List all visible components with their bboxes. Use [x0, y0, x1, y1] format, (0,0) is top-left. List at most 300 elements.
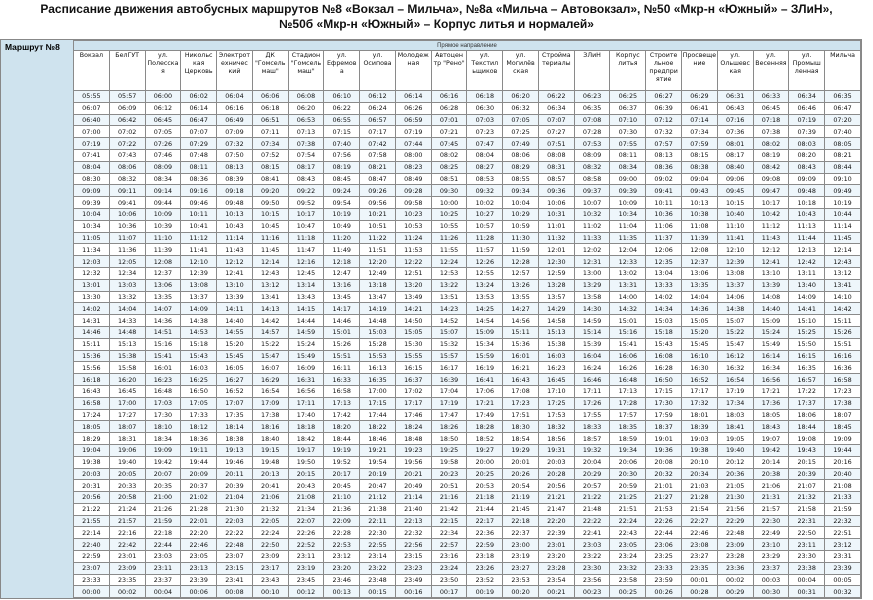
- time-cell: 00:30: [753, 586, 789, 598]
- time-cell: 12:47: [324, 267, 360, 279]
- time-cell: 15:55: [395, 350, 431, 362]
- time-cell: 06:53: [288, 114, 324, 126]
- time-cell: 16:18: [74, 374, 110, 386]
- time-cell: 22:30: [753, 515, 789, 527]
- time-cell: 20:56: [538, 480, 574, 492]
- time-cell: 16:58: [825, 374, 861, 386]
- time-cell: 06:47: [825, 102, 861, 114]
- time-cell: 19:13: [217, 444, 253, 456]
- time-cell: 07:27: [538, 126, 574, 138]
- time-cell: 17:26: [574, 397, 610, 409]
- time-cell: 16:56: [753, 374, 789, 386]
- time-cell: 14:23: [431, 303, 467, 315]
- table-row: [74, 456, 861, 468]
- time-cell: 12:30: [538, 256, 574, 268]
- time-cell: 21:04: [217, 492, 253, 504]
- time-cell: 18:36: [181, 433, 217, 445]
- time-cell: 09:34: [503, 185, 539, 197]
- time-cell: 16:04: [574, 350, 610, 362]
- time-cell: 12:12: [753, 244, 789, 256]
- time-cell: 17:23: [825, 385, 861, 397]
- time-cell: 11:08: [682, 220, 718, 232]
- time-cell: 12:20: [360, 256, 396, 268]
- time-cell: 18:05: [753, 409, 789, 421]
- time-cell: 21:19: [503, 492, 539, 504]
- time-cell: 22:41: [574, 527, 610, 539]
- time-cell: 18:37: [646, 421, 682, 433]
- time-cell: 08:53: [467, 173, 503, 185]
- time-cell: 12:14: [252, 256, 288, 268]
- time-cell: 23:23: [395, 562, 431, 574]
- time-cell: 23:12: [825, 539, 861, 551]
- time-cell: 08:09: [145, 161, 181, 173]
- time-cell: 22:11: [360, 515, 396, 527]
- time-cell: 19:52: [324, 456, 360, 468]
- table-row: [74, 515, 861, 527]
- time-cell: 08:20: [789, 149, 825, 161]
- time-cell: 20:00: [467, 456, 503, 468]
- time-cell: 23:25: [646, 551, 682, 563]
- time-cell: 15:51: [825, 338, 861, 350]
- time-cell: 06:24: [360, 102, 396, 114]
- time-cell: 19:50: [288, 456, 324, 468]
- time-cell: 20:13: [252, 468, 288, 480]
- time-cell: 20:41: [252, 480, 288, 492]
- time-cell: 09:16: [181, 185, 217, 197]
- time-cell: 18:59: [610, 433, 646, 445]
- time-cell: 15:38: [109, 350, 145, 362]
- table-row: [74, 138, 861, 150]
- time-cell: 17:11: [574, 385, 610, 397]
- time-cell: 00:06: [181, 586, 217, 598]
- time-cell: 10:23: [395, 208, 431, 220]
- time-cell: 07:38: [288, 138, 324, 150]
- time-cell: 19:27: [467, 444, 503, 456]
- time-cell: 17:57: [610, 409, 646, 421]
- time-cell: 14:02: [74, 303, 110, 315]
- time-cell: 18:16: [252, 421, 288, 433]
- time-cell: 17:40: [288, 409, 324, 421]
- time-cell: 23:13: [181, 562, 217, 574]
- time-cell: 18:07: [825, 409, 861, 421]
- time-cell: 06:35: [825, 91, 861, 103]
- time-cell: 13:30: [74, 291, 110, 303]
- time-cell: 06:45: [145, 114, 181, 126]
- time-cell: 22:40: [74, 539, 110, 551]
- time-cell: 20:11: [217, 468, 253, 480]
- time-cell: 23:01: [109, 551, 145, 563]
- time-cell: 13:16: [324, 279, 360, 291]
- time-cell: 12:22: [395, 256, 431, 268]
- time-cell: 20:23: [431, 468, 467, 480]
- time-cell: 23:32: [610, 562, 646, 574]
- time-cell: 16:52: [217, 385, 253, 397]
- table-row: [74, 232, 861, 244]
- time-cell: 08:19: [324, 161, 360, 173]
- time-cell: 06:45: [753, 102, 789, 114]
- time-cell: 10:15: [717, 197, 753, 209]
- time-cell: 06:30: [467, 102, 503, 114]
- time-cell: 16:31: [288, 374, 324, 386]
- time-cell: 23:15: [217, 562, 253, 574]
- time-cell: 16:10: [682, 350, 718, 362]
- time-cell: 19:40: [717, 444, 753, 456]
- time-cell: 08:49: [395, 173, 431, 185]
- table-row: [74, 397, 861, 409]
- time-cell: 11:32: [538, 232, 574, 244]
- time-cell: 22:32: [825, 515, 861, 527]
- time-cell: 07:20: [825, 114, 861, 126]
- time-cell: 17:51: [503, 409, 539, 421]
- time-cell: 09:22: [288, 185, 324, 197]
- time-cell: 17:47: [431, 409, 467, 421]
- time-cell: 22:50: [252, 539, 288, 551]
- time-cell: 15:45: [217, 350, 253, 362]
- time-cell: 23:50: [431, 574, 467, 586]
- stop-header: Электрот ехничес кий: [217, 51, 253, 91]
- time-cell: 13:47: [360, 291, 396, 303]
- time-cell: 10:19: [825, 197, 861, 209]
- stop-header: ул. Весенняя: [753, 51, 789, 91]
- time-cell: 08:43: [789, 161, 825, 173]
- time-cell: 11:13: [789, 220, 825, 232]
- time-cell: 15:11: [825, 315, 861, 327]
- time-cell: 14:32: [610, 303, 646, 315]
- time-cell: 15:11: [74, 338, 110, 350]
- time-cell: 16:24: [574, 362, 610, 374]
- time-cell: 15:41: [145, 350, 181, 362]
- time-cell: 06:27: [646, 91, 682, 103]
- time-cell: 22:20: [538, 515, 574, 527]
- time-cell: 12:28: [503, 256, 539, 268]
- time-cell: 09:09: [789, 173, 825, 185]
- time-cell: 06:31: [717, 91, 753, 103]
- time-cell: 22:15: [431, 515, 467, 527]
- time-cell: 19:46: [217, 456, 253, 468]
- time-cell: 07:03: [467, 114, 503, 126]
- time-cell: 17:05: [181, 397, 217, 409]
- time-cell: 10:25: [431, 208, 467, 220]
- time-cell: 22:18: [503, 515, 539, 527]
- time-cell: 22:44: [145, 539, 181, 551]
- time-cell: 22:24: [610, 515, 646, 527]
- time-cell: 20:36: [717, 468, 753, 480]
- time-cell: 14:27: [503, 303, 539, 315]
- time-cell: 10:39: [145, 220, 181, 232]
- time-cell: 07:32: [217, 138, 253, 150]
- time-cell: 20:15: [288, 468, 324, 480]
- time-cell: 15:22: [252, 338, 288, 350]
- time-cell: 16:46: [574, 374, 610, 386]
- time-cell: 15:05: [682, 315, 718, 327]
- time-cell: 23:49: [395, 574, 431, 586]
- time-cell: 06:57: [360, 114, 396, 126]
- time-cell: 21:26: [145, 503, 181, 515]
- time-cell: 16:54: [252, 385, 288, 397]
- time-cell: 06:33: [753, 91, 789, 103]
- time-cell: 12:55: [467, 267, 503, 279]
- time-cell: 15:41: [610, 338, 646, 350]
- time-cell: 07:22: [109, 138, 145, 150]
- time-cell: 18:24: [395, 421, 431, 433]
- time-cell: 23:54: [538, 574, 574, 586]
- time-cell: 06:51: [252, 114, 288, 126]
- time-cell: 21:28: [181, 503, 217, 515]
- time-cell: 21:40: [395, 503, 431, 515]
- time-cell: 17:09: [252, 397, 288, 409]
- time-cell: 21:47: [538, 503, 574, 515]
- time-cell: 07:55: [610, 138, 646, 150]
- time-cell: 13:01: [74, 279, 110, 291]
- time-cell: 16:03: [538, 350, 574, 362]
- time-cell: 07:34: [252, 138, 288, 150]
- time-cell: 06:16: [431, 91, 467, 103]
- time-cell: 07:58: [360, 149, 396, 161]
- time-cell: 22:17: [467, 515, 503, 527]
- time-cell: 16:11: [324, 362, 360, 374]
- time-cell: 07:11: [252, 126, 288, 138]
- time-cell: 13:22: [431, 279, 467, 291]
- stop-header: БелГУТ: [109, 51, 145, 91]
- time-cell: 12:26: [467, 256, 503, 268]
- time-cell: 14:11: [217, 303, 253, 315]
- time-cell: 13:08: [181, 279, 217, 291]
- time-cell: 08:13: [646, 149, 682, 161]
- time-cell: 09:37: [574, 185, 610, 197]
- time-cell: 23:03: [145, 551, 181, 563]
- time-cell: 20:15: [789, 456, 825, 468]
- time-cell: 16:25: [181, 374, 217, 386]
- time-cell: 16:52: [682, 374, 718, 386]
- table-row: [74, 574, 861, 586]
- time-cell: 11:30: [503, 232, 539, 244]
- time-cell: 20:49: [395, 480, 431, 492]
- time-cell: 15:59: [467, 350, 503, 362]
- time-cell: 20:59: [610, 480, 646, 492]
- time-cell: 18:10: [145, 421, 181, 433]
- time-cell: 20:35: [145, 480, 181, 492]
- time-cell: 16:26: [610, 362, 646, 374]
- time-cell: 09:41: [109, 197, 145, 209]
- time-cell: 20:01: [503, 456, 539, 468]
- time-cell: 08:08: [538, 149, 574, 161]
- time-cell: 22:34: [431, 527, 467, 539]
- time-cell: 23:24: [431, 562, 467, 574]
- time-cell: 19:42: [145, 456, 181, 468]
- time-cell: 14:48: [109, 326, 145, 338]
- time-cell: 17:44: [360, 409, 396, 421]
- time-cell: 14:44: [288, 315, 324, 327]
- time-cell: 16:43: [503, 374, 539, 386]
- time-cell: 07:15: [324, 126, 360, 138]
- time-cell: 12:37: [145, 267, 181, 279]
- time-cell: 16:34: [753, 362, 789, 374]
- time-cell: 07:49: [503, 138, 539, 150]
- time-cell: 15:20: [682, 326, 718, 338]
- time-cell: 15:47: [252, 350, 288, 362]
- time-cell: 07:46: [145, 149, 181, 161]
- time-cell: 08:29: [503, 161, 539, 173]
- time-cell: 20:26: [503, 468, 539, 480]
- time-cell: 21:10: [324, 492, 360, 504]
- time-cell: 22:46: [181, 539, 217, 551]
- time-cell: 19:09: [145, 444, 181, 456]
- time-cell: 07:21: [431, 126, 467, 138]
- time-cell: 18:50: [431, 433, 467, 445]
- time-cell: 11:05: [74, 232, 110, 244]
- time-cell: 18:43: [753, 421, 789, 433]
- time-cell: 08:15: [252, 161, 288, 173]
- page-title-line-1: Расписание движения автобусных маршрутов №8 «Вокзал – Мильча», №8а «Мильча – Автовокзал», №50 «Мкр-н «Южный» – ЗЛиН»,: [40, 2, 833, 16]
- time-cell: 23:07: [217, 551, 253, 563]
- stops-header-row: [74, 51, 861, 91]
- time-cell: 00:17: [431, 586, 467, 598]
- time-cell: 08:43: [288, 173, 324, 185]
- time-cell: 16:03: [181, 362, 217, 374]
- time-cell: 18:26: [431, 421, 467, 433]
- time-cell: 13:10: [753, 267, 789, 279]
- time-cell: 17:11: [288, 397, 324, 409]
- time-cell: 21:30: [717, 492, 753, 504]
- time-cell: 23:01: [538, 539, 574, 551]
- time-cell: 20:09: [181, 468, 217, 480]
- time-cell: 22:30: [360, 527, 396, 539]
- time-cell: 16:32: [717, 362, 753, 374]
- time-cell: 06:22: [324, 102, 360, 114]
- time-cell: 07:41: [74, 149, 110, 161]
- time-cell: 16:58: [324, 385, 360, 397]
- time-cell: 00:02: [109, 586, 145, 598]
- time-cell: 16:30: [682, 362, 718, 374]
- time-cell: 21:34: [288, 503, 324, 515]
- time-cell: 07:17: [360, 126, 396, 138]
- time-cell: 10:00: [431, 197, 467, 209]
- time-cell: 11:26: [431, 232, 467, 244]
- stop-header: Молодеж ная: [395, 51, 431, 91]
- direction-label: Прямое направление: [74, 41, 861, 51]
- time-cell: 16:23: [145, 374, 181, 386]
- time-cell: 10:07: [574, 197, 610, 209]
- time-cell: 23:35: [109, 574, 145, 586]
- time-cell: 21:02: [181, 492, 217, 504]
- time-cell: 11:43: [217, 244, 253, 256]
- time-cell: 15:13: [538, 326, 574, 338]
- time-cell: 09:04: [682, 173, 718, 185]
- time-cell: 11:22: [360, 232, 396, 244]
- time-cell: 10:04: [503, 197, 539, 209]
- time-cell: 09:18: [217, 185, 253, 197]
- time-cell: 08:57: [538, 173, 574, 185]
- time-cell: 19:34: [610, 444, 646, 456]
- table-row: [74, 362, 861, 374]
- time-cell: 10:32: [574, 208, 610, 220]
- time-cell: 16:33: [324, 374, 360, 386]
- time-cell: 17:13: [324, 397, 360, 409]
- table-row: [74, 279, 861, 291]
- time-cell: 12:16: [288, 256, 324, 268]
- time-cell: 20:39: [217, 480, 253, 492]
- time-cell: 21:59: [825, 503, 861, 515]
- time-cell: 08:36: [181, 173, 217, 185]
- time-cell: 15:16: [610, 326, 646, 338]
- time-cell: 17:13: [610, 385, 646, 397]
- time-cell: 05:55: [74, 91, 110, 103]
- time-cell: 09:02: [646, 173, 682, 185]
- time-cell: 00:26: [646, 586, 682, 598]
- time-cell: 15:14: [574, 326, 610, 338]
- time-cell: 15:09: [467, 326, 503, 338]
- time-cell: 23:22: [360, 562, 396, 574]
- time-cell: 21:14: [395, 492, 431, 504]
- time-cell: 19:05: [717, 433, 753, 445]
- time-cell: 22:56: [395, 539, 431, 551]
- time-cell: 14:38: [181, 315, 217, 327]
- time-cell: 23:15: [395, 551, 431, 563]
- time-cell: 21:08: [825, 480, 861, 492]
- time-cell: 12:08: [682, 244, 718, 256]
- stop-header: Корпус литья: [610, 51, 646, 91]
- time-cell: 07:57: [646, 138, 682, 150]
- time-cell: 13:06: [682, 267, 718, 279]
- time-cell: 11:04: [610, 220, 646, 232]
- time-cell: 11:12: [753, 220, 789, 232]
- time-cell: 11:53: [395, 244, 431, 256]
- time-cell: 13:24: [467, 279, 503, 291]
- time-cell: 18:56: [538, 433, 574, 445]
- time-cell: 14:48: [360, 315, 396, 327]
- time-cell: 18:38: [217, 433, 253, 445]
- time-cell: 06:12: [145, 102, 181, 114]
- time-cell: 23:19: [288, 562, 324, 574]
- time-cell: 10:13: [682, 197, 718, 209]
- time-cell: 06:10: [324, 91, 360, 103]
- time-cell: 18:35: [610, 421, 646, 433]
- time-cell: 22:55: [360, 539, 396, 551]
- time-cell: 21:57: [753, 503, 789, 515]
- time-cell: 16:45: [109, 385, 145, 397]
- table-row: [74, 551, 861, 563]
- time-cell: 15:01: [610, 315, 646, 327]
- time-cell: 17:21: [753, 385, 789, 397]
- time-cell: 14:33: [109, 315, 145, 327]
- time-cell: 23:35: [682, 562, 718, 574]
- time-cell: 13:12: [252, 279, 288, 291]
- time-cell: 22:52: [288, 539, 324, 551]
- time-cell: 14:10: [825, 291, 861, 303]
- time-cell: 08:32: [574, 161, 610, 173]
- time-cell: 12:04: [610, 244, 646, 256]
- stop-header: ул. Осипова: [360, 51, 396, 91]
- time-cell: 14:57: [252, 326, 288, 338]
- time-cell: 08:58: [574, 173, 610, 185]
- time-cell: 07:30: [610, 126, 646, 138]
- time-cell: 16:56: [288, 385, 324, 397]
- time-cell: 16:41: [467, 374, 503, 386]
- time-cell: 05:57: [109, 91, 145, 103]
- time-cell: 09:45: [717, 185, 753, 197]
- time-cell: 20:04: [574, 456, 610, 468]
- time-cell: 07:45: [431, 138, 467, 150]
- time-cell: 13:39: [217, 291, 253, 303]
- time-cell: 23:14: [360, 551, 396, 563]
- time-cell: 20:03: [74, 468, 110, 480]
- time-cell: 18:52: [467, 433, 503, 445]
- time-cell: 22:48: [217, 539, 253, 551]
- time-cell: 23:11: [145, 562, 181, 574]
- time-cell: 11:39: [682, 232, 718, 244]
- time-cell: 23:11: [789, 539, 825, 551]
- time-cell: 12:08: [145, 256, 181, 268]
